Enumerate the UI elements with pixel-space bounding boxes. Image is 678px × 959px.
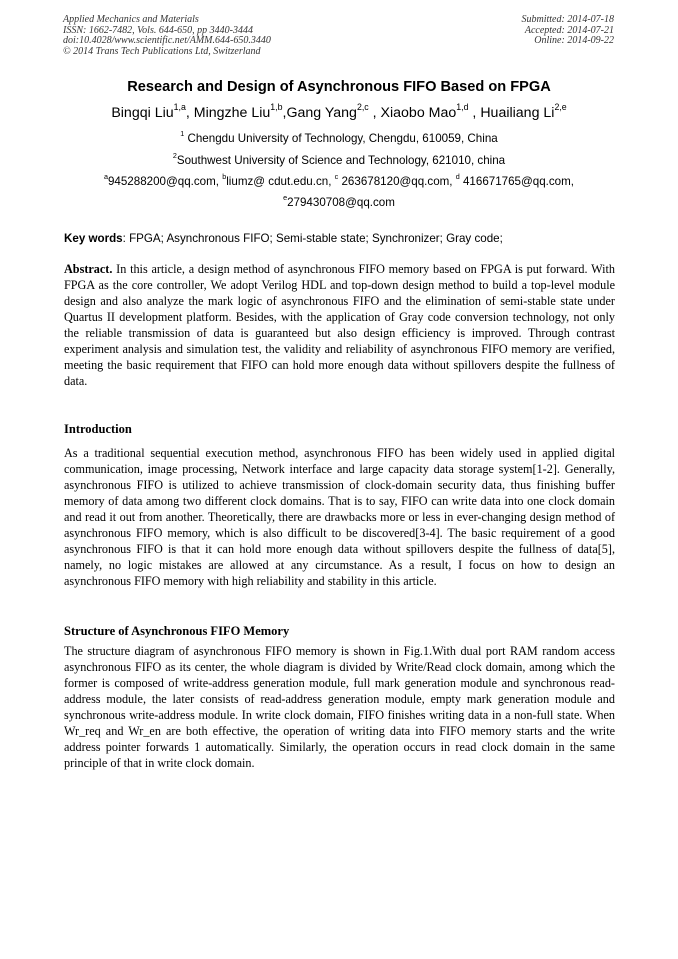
author-list	[0, 101, 678, 121]
paper-title: Research and Design of Asynchronous FIFO Based on FPGA	[127, 79, 551, 95]
issn: ISSN: 1662-7482, Vols. 644-650, pp 3440-3444	[63, 24, 253, 36]
copyright: © 2014 Trans Tech Publications Ltd, Switzerland	[63, 46, 261, 58]
email-sup: a	[103, 172, 108, 182]
doi: doi:10.4028/www.scientific.net/AMM.644-650.3440	[63, 35, 271, 47]
keywords-label: Key words	[64, 232, 123, 245]
email-sup: d	[455, 172, 460, 182]
author-sep: ,	[185, 105, 194, 121]
journal-header-right	[522, 15, 615, 47]
author-sup: 1,d	[456, 101, 469, 112]
journal-header-left	[63, 15, 271, 58]
affiliation-text: Chengdu University of Technology, Chengdu, 610059, China	[184, 132, 498, 145]
submitted-date: Submitted: 2014-07-18	[521, 14, 614, 25]
abstract-paragraph	[64, 262, 615, 390]
affiliation-text: Southwest University of Science and Technology, 621010, china	[176, 154, 506, 167]
structure-heading: Structure of Asynchronous FIFO Memory	[64, 624, 290, 638]
author-sep: ,	[282, 105, 287, 121]
email-sup: b	[222, 172, 227, 182]
email-line-2	[0, 193, 678, 209]
affiliation-sup: 2	[172, 151, 177, 161]
email-line-1	[0, 172, 678, 188]
introduction-heading: Introduction	[64, 422, 132, 436]
keywords-text: : FPGA; Asynchronous FIFO; Semi-stable state; Synchronizer; Gray code;	[122, 232, 503, 245]
email-text: 263678120@qq.com,	[338, 175, 456, 188]
email-text: 945288200@qq.com,	[107, 175, 223, 188]
email-text: liumz@ cdut.edu.cn,	[226, 175, 335, 188]
author-sep: ,	[468, 105, 481, 121]
structure-paragraph: The structure diagram of asynchronous FIFO memory is shown in Fig.1.With dual port RAM random access asynchronous FIFO as its center, the whole diagram is divided by Write/Read clock domain, among which the former is composed of write-address generation module, full mark generation module and synchronous read-address module, the later consists of read-address generation module, empty mark generation module and synchronous write-address module. In write clock domain, FIFO finishes writing data in a non-full state. When Wr_req and Wr_en are both effective, the operation of writing data into FIFO memory starts and the write address pointer forwards 1 automatically. Similarly, the operation occurs in read clock domain in the same principle of that in write clock domain.	[64, 644, 615, 770]
abstract-label: Abstract.	[64, 262, 113, 276]
author-sep: ,	[368, 105, 381, 121]
author-name: Gang Yang	[286, 105, 357, 121]
email-text: 279430708@qq.com	[287, 196, 395, 209]
affiliation-sup: 1	[180, 129, 185, 139]
abstract-text: In this article, a design method of asynchronous FIFO memory based on FPGA is put forward. With FPGA as the core controller, We adopt Verilog HDL and top-down design method to build a top-level module design and also analyze the mark logic of asynchronous FIFO and the elimination of semi-stable state under Quartus II development platform. Besides, with the application of Gray code conversion technology, not only the reliable transmission of data is guaranteed but also design efficiency is improved. Through contrast experiment analysis and simulation test, the validity and reliability of asynchronous FIFO memory are verified, meeting the basic requirement that FIFO can hold more enough data without spillovers despite the fullness of data.	[64, 262, 615, 388]
journal-name: Applied Mechanics and Materials	[63, 14, 199, 25]
author-name: Bingqi Liu	[111, 105, 174, 121]
introduction-paragraph: As a traditional sequential execution method, asynchronous FIFO has been widely used in applied digital communication, image processing, Network interface and large capacity data storage system[1-2]. Generally, asynchronous FIFO is utilized to achieve transmission of clock-domain security data, thus finishing buffer memory of data among two different clock domains. That is to say, FIFO can write data into one clock domain and read it out from another. Theoretically, there are drawbacks more or less in ever-changing design method of asynchronous FIFO memory, which is also difficult to be discovered[3-4]. The basic requirement of a good asynchronous FIFO is that it can hold more enough data without spillovers despite the fullness of data[5], namely, no logic mistakes are allowed at any circumstance. As a result, I focus on how to design an asynchronous FIFO memory with high reliability and stability in this article.	[64, 446, 615, 588]
email-sup: c	[334, 172, 339, 182]
author-sup: 1,b	[270, 101, 283, 112]
email-text: 416671765@qq.com,	[459, 175, 575, 188]
author-name: Mingzhe Liu	[193, 105, 271, 121]
affiliation-1	[0, 129, 678, 145]
online-date: Online: 2014-09-22	[534, 35, 614, 47]
author-name: Huailiang Li	[480, 105, 555, 121]
affiliation-2	[0, 151, 678, 167]
author-name: Xiaobo Mao	[380, 105, 457, 121]
keywords	[64, 232, 620, 245]
author-sup: 2,c	[356, 101, 369, 112]
accepted-date: Accepted: 2014-07-21	[524, 24, 614, 36]
email-sup: e	[283, 193, 288, 203]
author-sup: 2,e	[554, 101, 567, 112]
author-sup: 1,a	[173, 101, 186, 112]
